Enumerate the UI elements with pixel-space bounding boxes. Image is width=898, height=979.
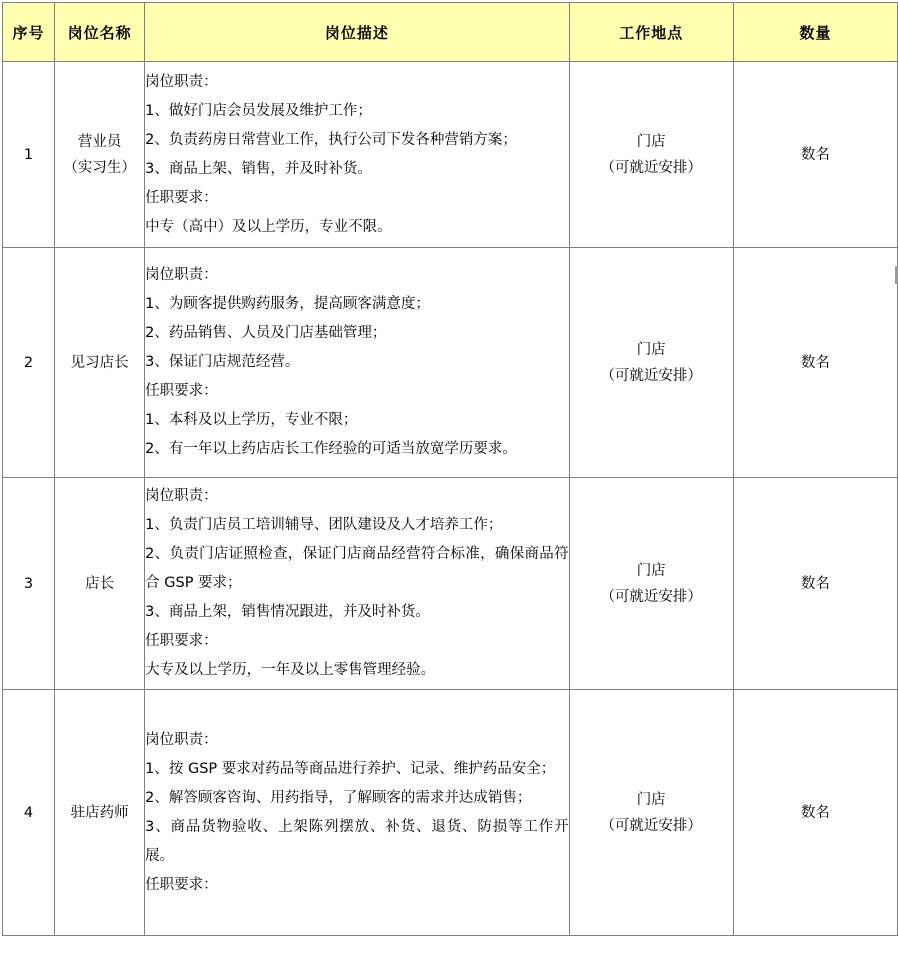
position-description: [145, 690, 569, 936]
description-line: 2、解答顾客咨询、用药指导，了解顾客的需求并达成销售；: [145, 789, 532, 806]
description-line: 任职要求：: [145, 189, 218, 206]
row-number: 1: [3, 62, 55, 248]
work-location: [569, 478, 733, 690]
quantity: 数名: [733, 62, 897, 248]
work-location-line: 门店: [636, 133, 666, 150]
description-line: 任职要求：: [145, 383, 218, 399]
column-header-quantity: 数量: [733, 3, 897, 62]
description-line: 2、有一年以上药店店长工作经验的可适当放宽学历要求。: [145, 441, 517, 457]
job-positions-table: [2, 2, 898, 936]
description-line: 任职要求：: [145, 633, 218, 649]
work-location-line: 门店: [636, 341, 666, 358]
description-line: 1、做好门店会员发展及维护工作；: [145, 102, 372, 119]
position-name: [55, 248, 145, 478]
column-header-work-location: 工作地点: [569, 3, 733, 62]
row-number: 2: [3, 248, 55, 478]
description-line: 岗位职责：: [145, 488, 218, 504]
description-line: 任职要求：: [145, 876, 218, 893]
position-name-line: 营业员: [77, 133, 122, 150]
description-line: 岗位职责：: [145, 731, 218, 748]
position-name-line: 驻店药师: [70, 804, 129, 821]
work-location: [569, 690, 733, 936]
work-location-line: （可就近安排）: [600, 367, 702, 384]
table-row: [3, 62, 898, 248]
description-line: 2、药品销售、人员及门店基础管理；: [145, 325, 387, 341]
position-name: [55, 62, 145, 248]
work-location-line: 门店: [636, 562, 666, 579]
row-number: 3: [3, 478, 55, 690]
work-location: [569, 248, 733, 478]
description-line: 3、商品货物验收、上架陈列摆放、补货、退货、防损等工作开展。: [145, 818, 569, 864]
table-row: [3, 478, 898, 690]
position-name: [55, 478, 145, 690]
row-number: 4: [3, 690, 55, 936]
description-line: 1、为顾客提供购药服务，提高顾客满意度；: [145, 296, 430, 312]
position-name: [55, 690, 145, 936]
description-line: 3、商品上架、销售，并及时补货。: [145, 160, 372, 177]
table-row: [3, 690, 898, 936]
description-line: 3、商品上架，销售情况跟进，并及时补货。: [145, 604, 430, 620]
position-description: [145, 248, 569, 478]
quantity: 数名: [733, 478, 897, 690]
document-page: [0, 2, 898, 979]
description-line: 中专（高中）及以上学历，专业不限。: [145, 218, 392, 235]
work-location: [569, 62, 733, 248]
quantity: 数名: [733, 248, 897, 478]
table-header-row: [3, 3, 898, 62]
work-location-line: （可就近安排）: [600, 588, 702, 605]
description-line: 3、保证门店规范经营。: [145, 354, 300, 370]
description-line: 岗位职责：: [145, 267, 218, 283]
position-name-line: 店长: [85, 575, 115, 592]
description-line: 岗位职责：: [145, 73, 218, 90]
column-header-position-name: 岗位名称: [55, 3, 145, 62]
description-line: 1、负责门店员工培训辅导、团队建设及人才培养工作；: [145, 517, 503, 533]
work-location-line: （可就近安排）: [600, 817, 702, 834]
work-location-line: （可就近安排）: [600, 159, 702, 176]
position-name-line: 见习店长: [70, 354, 129, 371]
column-header-no: 序号: [3, 3, 55, 62]
description-line: 大专及以上学历，一年及以上零售管理经验。: [145, 662, 436, 678]
column-header-position-description: 岗位描述: [145, 3, 569, 62]
description-line: 2、负责药房日常营业工作，执行公司下发各种营销方案；: [145, 131, 517, 148]
description-line: 1、按 GSP 要求对药品等商品进行养护、记录、维护药品安全；: [145, 760, 556, 777]
description-line: 2、负责门店证照检查，保证门店商品经营符合标准，确保商品符合 GSP 要求；: [145, 546, 569, 591]
work-location-line: 门店: [636, 791, 666, 808]
description-line: 1、本科及以上学历，专业不限；: [145, 412, 358, 428]
position-description: [145, 62, 569, 248]
position-name-line: （实习生）: [63, 159, 136, 176]
position-description: [145, 478, 569, 690]
table-row: [3, 248, 898, 478]
quantity: 数名: [733, 690, 897, 936]
